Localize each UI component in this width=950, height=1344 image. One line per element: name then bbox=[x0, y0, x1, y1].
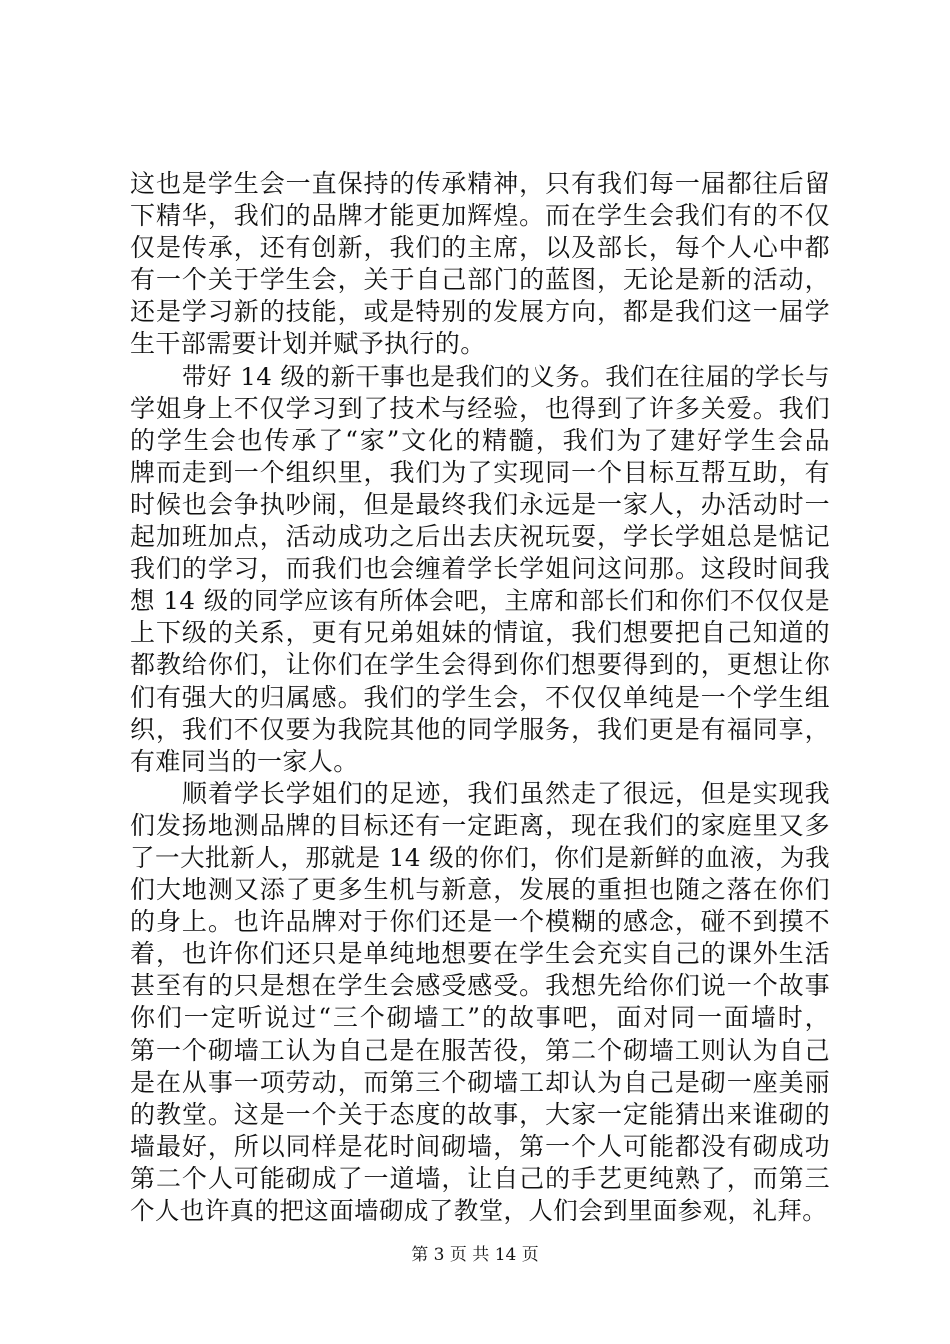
text-line: 了一大批新人，那就是 14 级的你们，你们是新鲜的血液，为我 bbox=[130, 842, 830, 872]
text-line: 学姐身上不仅学习到了技术与经验，也得到了许多关爱。我们 bbox=[130, 393, 830, 423]
page-footer: 第 3 页 共 14 页 bbox=[411, 1245, 539, 1265]
text-line: 的学生会也传承了“家”文化的精髓，我们为了建好学生会品 bbox=[130, 425, 830, 455]
text-line: 第一个砌墙工认为自己是在服苦役，第二个砌墙工则认为自己 bbox=[130, 1035, 830, 1065]
text-line: 们大地测又添了更多生机与新意，发展的重担也随之落在你们 bbox=[130, 875, 830, 905]
text-line: 时候也会争执吵闹，但是最终我们永远是一家人，办活动时一 bbox=[130, 489, 830, 519]
text-line: 有一个关于学生会，关于自己部门的蓝图，无论是新的活动， bbox=[130, 265, 830, 295]
text-line: 还是学习新的技能，或是特别的发展方向，都是我们这一届学 bbox=[130, 297, 830, 327]
text-line: 有难同当的一家人。 bbox=[130, 746, 359, 776]
text-line: 都教给你们，让你们在学生会得到你们想要得到的，更想让你 bbox=[130, 650, 830, 680]
text-line: 的教堂。这是一个关于态度的故事，大家一定能猜出来谁砌的 bbox=[130, 1099, 830, 1129]
text-line: 上下级的关系，更有兄弟姐妹的情谊，我们想要把自己知道的 bbox=[130, 618, 830, 648]
text-line: 是在从事一项劳动，而第三个砌墙工却认为自己是砌一座美丽 bbox=[130, 1067, 830, 1097]
text-line: 我们的学习，而我们也会缠着学长学姐问这问那。这段时间我 bbox=[130, 554, 830, 584]
text-line: 第二个人可能砌成了一道墙，让自己的手艺更纯熟了，而第三 bbox=[130, 1163, 830, 1193]
text-line: 们有强大的归属感。我们的学生会，不仅仅单纯是一个学生组 bbox=[130, 682, 830, 712]
text-line: 带好 14 级的新干事也是我们的义务。我们在往届的学长与 bbox=[182, 361, 830, 391]
text-line: 牌而走到一个组织里，我们为了实现同一个目标互帮互助，有 bbox=[130, 457, 830, 487]
text-line: 织，我们不仅要为我院其他的同学服务，我们更是有福同享， bbox=[130, 714, 830, 744]
text-line: 你们一定听说过“三个砌墙工”的故事吧，面对同一面墙时， bbox=[130, 1003, 830, 1033]
text-line: 们发扬地测品牌的目标还有一定距离，现在我们的家庭里又多 bbox=[130, 810, 830, 840]
text-line: 的身上。也许品牌对于你们还是一个模糊的感念，碰不到摸不 bbox=[130, 907, 830, 937]
text-line: 生干部需要计划并赋予执行的。 bbox=[130, 329, 486, 359]
text-line: 甚至有的只是想在学生会感受感受。我想先给你们说一个故事 bbox=[130, 971, 830, 1001]
text-line: 顺着学长学姐们的足迹，我们虽然走了很远，但是实现我 bbox=[182, 778, 830, 808]
text-line: 这也是学生会一直保持的传承精神，只有我们每一届都往后留 bbox=[130, 169, 830, 198]
text-line: 想 14 级的同学应该有所体会吧，主席和部长们和你们不仅仅是 bbox=[130, 586, 830, 616]
body-text bbox=[130, 168, 830, 1227]
text-line: 仅是传承，还有创新，我们的主席，以及部长，每个人心中都 bbox=[130, 233, 830, 263]
text-line: 下精华，我们的品牌才能更加辉煌。而在学生会我们有的不仅 bbox=[130, 201, 830, 231]
text-line: 起加班加点，活动成功之后出去庆祝玩耍，学长学姐总是惦记 bbox=[130, 522, 830, 552]
text-line: 着，也许你们还只是单纯地想要在学生会充实自己的课外生活 bbox=[130, 939, 830, 969]
text-line: 墙最好，所以同样是花时间砌墙，第一个人可能都没有砌成功 bbox=[130, 1131, 830, 1161]
text-line: 个人也许真的把这面墙砌成了教堂，人们会到里面参观，礼拜。 bbox=[130, 1196, 828, 1225]
